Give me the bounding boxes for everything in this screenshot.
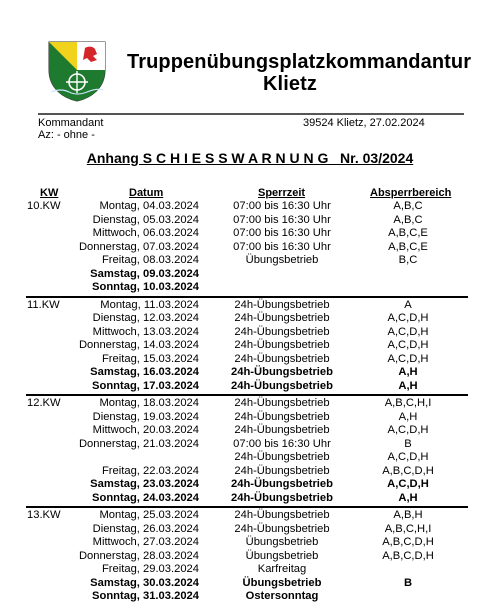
column-header-datum: Datum	[129, 187, 164, 199]
sperrzeit-cell: 24h-Übungsbetrieb	[234, 312, 330, 324]
date-cell: Dienstag, 12.03.2024	[92, 312, 199, 324]
table-row	[0, 577, 500, 591]
sperrzeit-cell: 24h-Übungsbetrieb	[234, 424, 330, 436]
date-cell: Sonntag, 31.03.2024	[92, 590, 199, 602]
absperrbereich-cell: A,B,C,H,I	[384, 522, 432, 535]
absperrbereich-cell: A,H	[398, 491, 418, 504]
sperrzeit-cell: 07:00 bis 16:30 Uhr	[233, 240, 331, 253]
sperrzeit-cell: 07:00 bis 16:30 Uhr	[233, 200, 331, 212]
table-row	[0, 254, 500, 268]
date-cell: Sonntag, 10.03.2024	[92, 281, 199, 293]
absperrbereich-cell: A,C,D,H	[387, 339, 429, 351]
absperrbereich-cell: A,H	[398, 410, 418, 423]
table-row	[0, 438, 500, 452]
table-row	[0, 366, 500, 380]
table-row	[0, 299, 500, 313]
date-cell: Mittwoch, 20.03.2024	[92, 424, 199, 436]
absperrbereich-cell: A,B,H	[393, 509, 423, 521]
table-row	[0, 200, 500, 214]
column-header-kw: KW	[40, 187, 59, 199]
date-cell: Sonntag, 17.03.2024	[92, 379, 199, 392]
date-cell: Samstag, 30.03.2024	[90, 576, 199, 589]
table-row	[0, 353, 500, 367]
sperrzeit-cell: 07:00 bis 16:30 Uhr	[233, 213, 331, 226]
absperrbereich-cell: A,B,C	[393, 200, 423, 212]
absperrbereich-cell: A,B,C,D,H	[382, 464, 434, 477]
date-cell: Donnerstag, 21.03.2024	[78, 437, 199, 450]
place-date: 39524 Klietz, 27.02.2024	[303, 117, 425, 129]
week-label: 10.KW	[27, 200, 61, 212]
week-separator	[26, 394, 468, 396]
table-row	[0, 380, 500, 394]
organization-name: Truppenübungsplatzkommandantur	[127, 51, 472, 73]
sperrzeit-cell: Übungsbetrieb	[242, 576, 322, 589]
absperrbereich-cell: A,C,D,H	[387, 424, 429, 436]
date-cell: Dienstag, 26.03.2024	[92, 522, 199, 535]
date-cell: Donnerstag, 28.03.2024	[78, 549, 199, 562]
sperrzeit-cell: 07:00 bis 16:30 Uhr	[233, 227, 331, 239]
absperrbereich-cell: A,B,C,D,H	[382, 549, 434, 562]
table-row	[0, 227, 500, 241]
absperrbereich-cell: A	[404, 298, 412, 311]
date-cell: Montag, 18.03.2024	[99, 397, 199, 409]
date-cell: Montag, 25.03.2024	[99, 509, 199, 521]
week-label: 13.KW	[27, 509, 61, 521]
table-row	[0, 492, 500, 506]
table-row	[0, 536, 500, 550]
absperrbereich-cell: A,C,D,H	[387, 325, 429, 338]
sperrzeit-cell: Übungsbetrieb	[245, 254, 319, 266]
table-row	[0, 451, 500, 465]
absperrbereich-cell: A,B,C,E	[388, 227, 428, 239]
week-separator	[26, 506, 468, 508]
sperrzeit-cell: 24h-Übungsbetrieb	[231, 478, 333, 490]
date-cell: Donnerstag, 07.03.2024	[78, 240, 199, 253]
column-header-sperrzeit: Sperrzeit	[258, 187, 306, 199]
sperrzeit-cell: 24h-Übungsbetrieb	[234, 451, 330, 463]
sperrzeit-cell: 24h-Übungsbetrieb	[234, 410, 330, 423]
date-cell: Donnerstag, 14.03.2024	[78, 339, 199, 351]
date-cell: Samstag, 16.03.2024	[90, 366, 199, 378]
table-row	[0, 478, 500, 492]
schedule-table	[0, 200, 500, 604]
table-row	[0, 465, 500, 479]
sperrzeit-cell: 07:00 bis 16:30 Uhr	[233, 437, 331, 450]
absperrbereich-cell: A,H	[398, 379, 418, 392]
sperrzeit-cell: 24h-Übungsbetrieb	[231, 491, 333, 504]
table-row	[0, 268, 500, 282]
absperrbereich-cell: A,H	[398, 366, 418, 378]
table-row	[0, 509, 500, 523]
date-cell: Dienstag, 19.03.2024	[92, 410, 199, 423]
absperrbereich-cell: A,B,C,D,H	[382, 536, 434, 548]
sperrzeit-cell: Karfreitag	[257, 563, 307, 575]
sperrzeit-cell: 24h-Übungsbetrieb	[234, 352, 330, 365]
sender-label: Kommandant	[38, 117, 104, 129]
sperrzeit-cell: 24h-Übungsbetrieb	[234, 509, 330, 521]
table-row	[0, 424, 500, 438]
absperrbereich-cell: B,C	[398, 254, 418, 266]
organization-location: Klietz	[263, 73, 317, 95]
week-label: 12.KW	[27, 397, 61, 409]
date-cell: Mittwoch, 13.03.2024	[92, 325, 199, 338]
absperrbereich-cell: A,B,C	[393, 213, 423, 226]
table-row	[0, 523, 500, 537]
sperrzeit-cell: 24h-Übungsbetrieb	[231, 366, 333, 378]
sperrzeit-cell: 24h-Übungsbetrieb	[234, 298, 330, 311]
sperrzeit-cell: 24h-Übungsbetrieb	[231, 379, 333, 392]
table-row	[0, 281, 500, 295]
date-cell: Freitag, 15.03.2024	[101, 352, 199, 365]
date-cell: Samstag, 23.03.2024	[90, 478, 199, 490]
sperrzeit-cell: Ostersonntag	[245, 590, 319, 602]
table-row	[0, 214, 500, 228]
date-cell: Mittwoch, 27.03.2024	[92, 536, 199, 548]
date-cell: Sonntag, 24.03.2024	[92, 491, 199, 504]
sperrzeit-cell: Übungsbetrieb	[245, 536, 319, 548]
date-cell: Dienstag, 05.03.2024	[92, 213, 199, 226]
absperrbereich-cell: A,C,D,H	[387, 352, 429, 365]
absperrbereich-cell: A,B,C,H,I	[384, 397, 432, 409]
table-row	[0, 550, 500, 564]
absperrbereich-cell: B	[403, 576, 413, 589]
table-row	[0, 590, 500, 604]
absperrbereich-cell: A,C,D,H	[387, 312, 429, 324]
sperrzeit-cell: 24h-Übungsbetrieb	[234, 325, 330, 338]
absperrbereich-cell: A,C,D,H	[387, 451, 429, 463]
date-cell: Freitag, 22.03.2024	[101, 464, 199, 477]
sperrzeit-cell: 24h-Übungsbetrieb	[234, 522, 330, 535]
header-rule	[38, 113, 464, 115]
sperrzeit-cell: 24h-Übungsbetrieb	[234, 339, 330, 351]
document-title: Anhang S C H I E S S W A R N U N G Nr. 03/2024	[86, 150, 414, 166]
date-cell: Samstag, 09.03.2024	[90, 267, 199, 280]
date-cell: Freitag, 29.03.2024	[101, 563, 199, 575]
sperrzeit-cell: 24h-Übungsbetrieb	[234, 397, 330, 409]
table-row	[0, 339, 500, 353]
date-cell: Montag, 04.03.2024	[99, 200, 199, 212]
table-row	[0, 312, 500, 326]
sperrzeit-cell: Übungsbetrieb	[245, 549, 319, 562]
table-row	[0, 397, 500, 411]
week-label: 11.KW	[27, 298, 60, 311]
date-cell: Mittwoch, 06.03.2024	[92, 227, 199, 239]
table-row	[0, 326, 500, 340]
week-separator	[26, 296, 468, 298]
date-cell: Montag, 11.03.2024	[100, 298, 199, 311]
column-header-absperrbereich: Absperrbereich	[370, 187, 452, 199]
table-row	[0, 563, 500, 577]
sperrzeit-cell: 24h-Übungsbetrieb	[234, 464, 330, 477]
reference-label: Az: - ohne -	[38, 129, 95, 141]
table-row	[0, 241, 500, 255]
table-row	[0, 411, 500, 425]
date-cell: Freitag, 08.03.2024	[101, 254, 199, 266]
absperrbereich-cell: A,C,D,H	[387, 478, 429, 490]
absperrbereich-cell: B	[404, 437, 412, 450]
absperrbereich-cell: A,B,C,E	[388, 240, 428, 253]
